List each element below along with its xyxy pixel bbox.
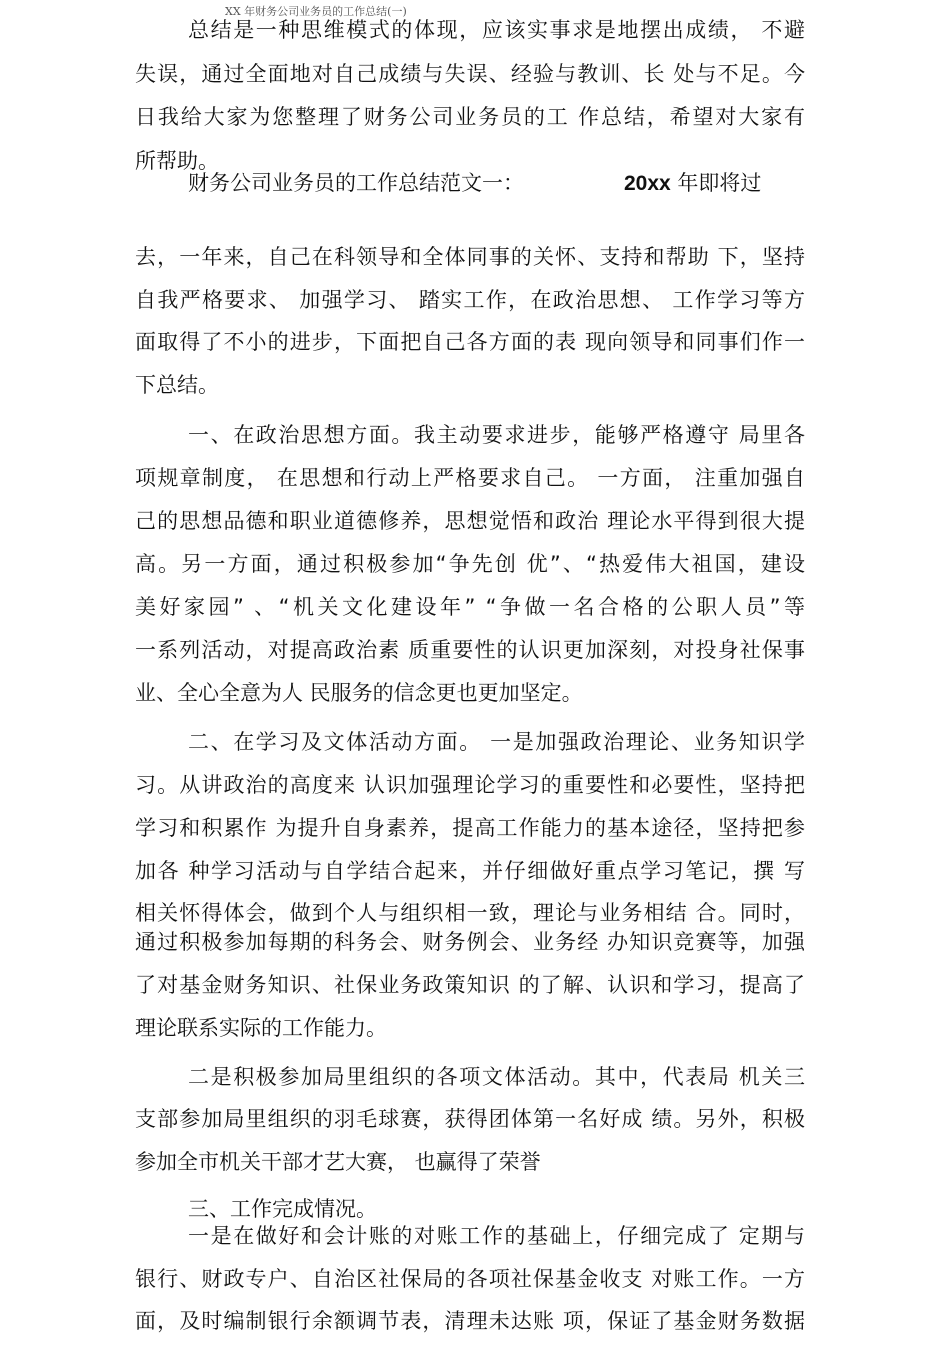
paragraph-line: 失误，通过全面地对自己成绩与失误、经验与教训、长 处与不足。今 [135,62,805,86]
paragraph-line: 一系列活动，对提高政治素 质重要性的认识更加深刻，对投身社保事 [135,638,805,662]
paragraph-line: 财务公司业务员的工作总结范文一： [188,171,524,195]
paragraph-line: 理论联系实际的工作能力。 [135,1016,387,1040]
paragraph-line: 所帮助。 [135,149,219,173]
paragraph-line: 了对基金财务知识、社保业务政策知识 的了解、认识和学习，提高了 [135,973,805,997]
paragraph-line: 支部参加局里组织的羽毛球赛，获得团体第一名好成 绩。另外，积极 [135,1107,805,1131]
paragraph-line: 日我给大家为您整理了财务公司业务员的工 作总结，希望对大家有 [135,105,805,129]
paragraph-line: 加各 种学习活动与自学结合起来，并仔细做好重点学习笔记，撰 写 [135,859,805,883]
paragraph-line: 面取得了不小的进步，下面把自己各方面的表 现向领导和同事们作一 [135,330,805,354]
paragraph-line: 己的思想品德和职业道德修养，思想觉悟和政治 理论水平得到很大提 [135,509,805,533]
paragraph-line: 相关怀得体会，做到个人与组织相一致，理论与业务相结 合。同时， [135,901,805,925]
paragraph-line: 业、全心全意为人 民服务的信念更也更加坚定。 [135,681,583,705]
paragraph-line: 学习和积累作 为提升自身素养，提高工作能力的基本途径，坚持把参 [135,816,805,840]
paragraph-line: 一是在做好和会计账的对账工作的基础上，仔细完成了 定期与 [188,1224,805,1248]
paragraph-line: 高。另一方面，通过积极参加“争先创 优”、“热爱伟大祖国，建设 [135,552,805,576]
page-header: XX 年财务公司业务员的工作总结(一) [225,5,407,18]
year-tail: 年即将过 [670,171,762,195]
paragraph-line: 二、在学习及文体活动方面。 一是加强政治理论、业务知识学 [188,730,805,754]
paragraph-line: 通过积极参加每期的科务会、财务例会、业务经 办知识竞赛等，加强 [135,930,805,954]
paragraph-line: 下总结。 [135,373,219,397]
paragraph-line: 参加全市机关干部才艺大赛， 也赢得了荣誉 [135,1150,541,1174]
paragraph-line: 项规章制度， 在思想和行动上严格要求自己。 一方面， 注重加强自 [135,466,805,490]
paragraph-line: 银行、财政专户、自治区社保局的各项社保基金收支 对账工作。一方 [135,1267,805,1291]
paragraph-line: 美好家园” 、“机关文化建设年” “争做一名合格的公职人员”等 [135,595,805,619]
paragraph-line: 面，及时编制银行余额调节表，清理未达账 项，保证了基金财务数据 [135,1309,805,1333]
paragraph-line: 习。从讲政治的高度来 认识加强理论学习的重要性和必要性，坚持把 [135,773,805,797]
paragraph-line: 总结是一种思维模式的体现，应该实事求是地摆出成绩， 不避 [188,18,805,42]
section-heading: 三、工作完成情况。 [188,1197,377,1221]
year-text: 20xx [624,172,671,195]
paragraph-line: 去，一年来，自己在科领导和全体同事的关怀、支持和帮助 下，坚持 [135,245,805,269]
paragraph-line: 自我严格要求、 加强学习、 踏实工作，在政治思想、 工作学习等方 [135,288,805,312]
year-line-tail [624,168,761,199]
paragraph-line: 二是积极参加局里组织的各项文体活动。其中，代表局 机关三 [188,1065,805,1089]
paragraph-line: 一、在政治思想方面。我主动要求进步，能够严格遵守 局里各 [188,423,805,447]
